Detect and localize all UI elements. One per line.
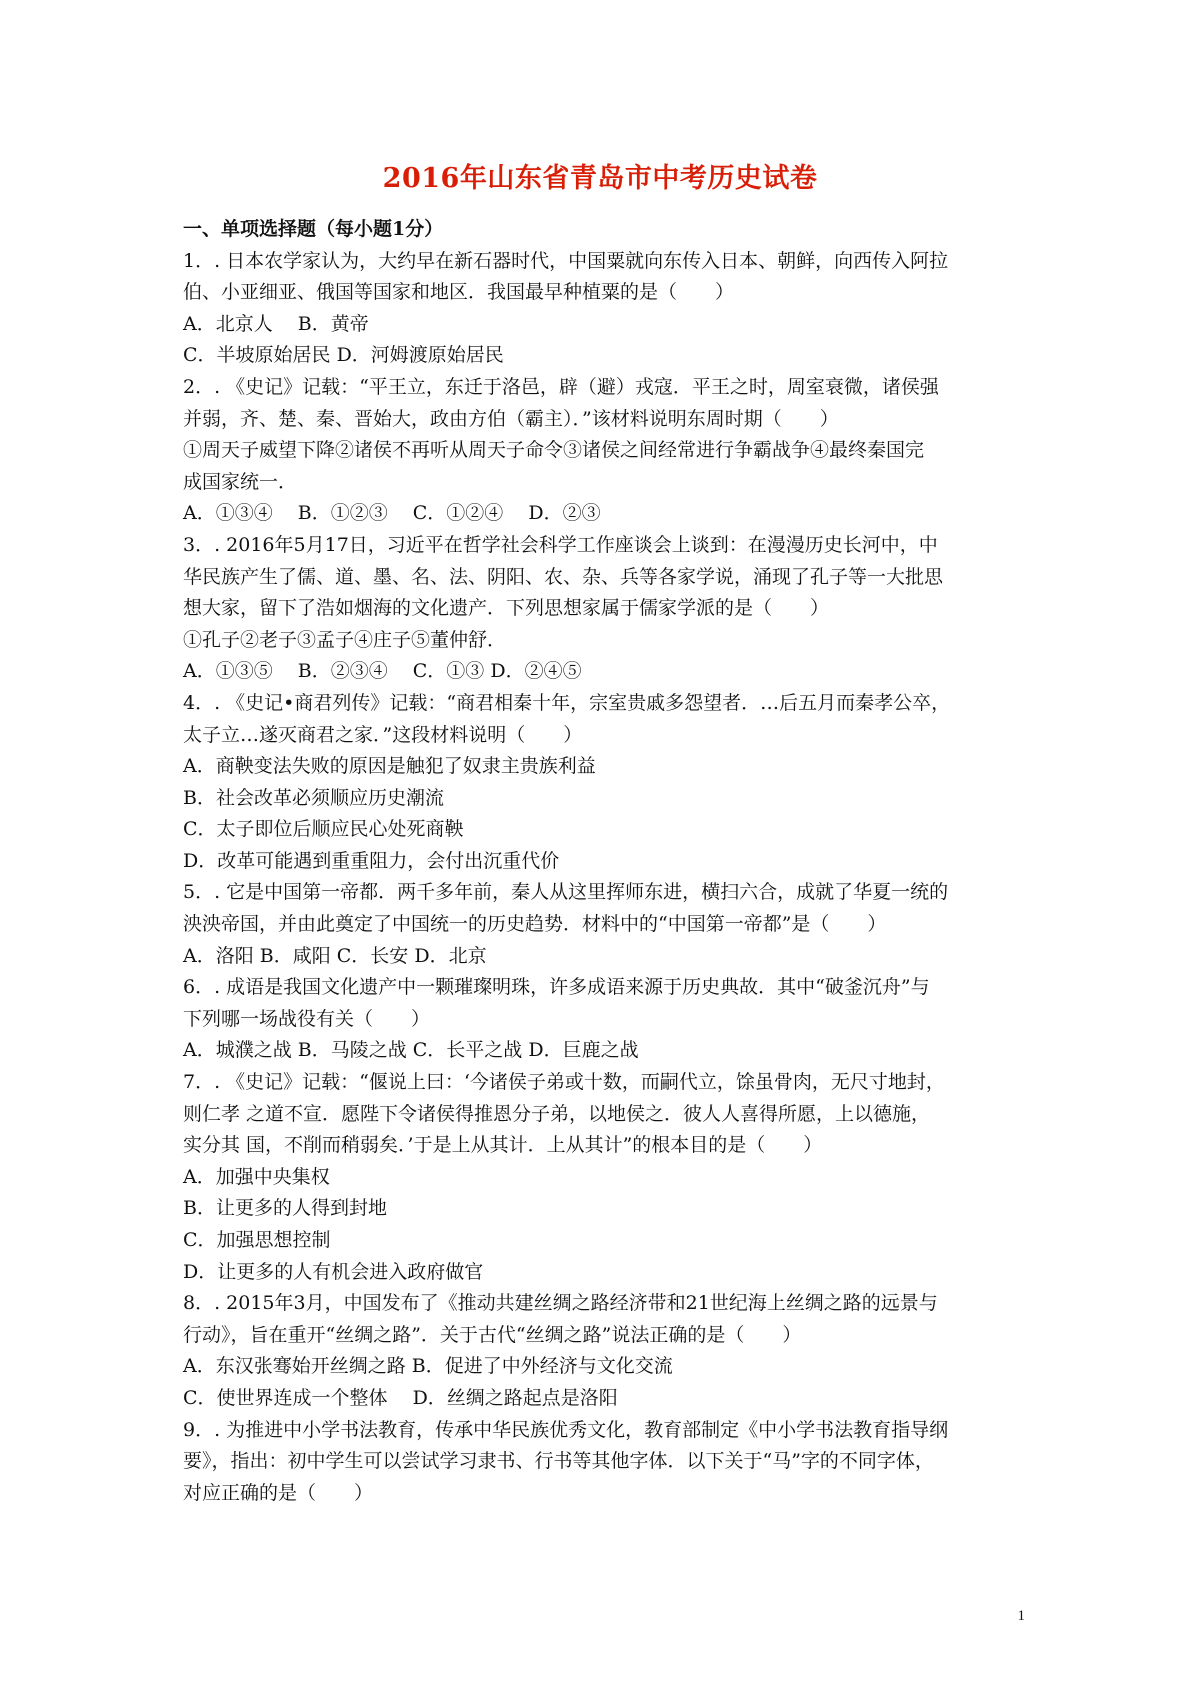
question-stem-line: 实分其 国，不削而稍弱矣．’于是上从其计．上从其计”的根本目的是（ ） [183, 1134, 823, 1157]
question-stem-line: 并弱，齐、楚、秦、晋始大，政由方伯（霸主）．”该材料说明东周时期（ ） [183, 407, 839, 430]
answer-option: B．社会改革必须顺应历史潮流 [183, 786, 444, 809]
answer-option: A．加强中央集权 [183, 1165, 330, 1188]
page-number: 1 [1017, 1608, 1025, 1624]
section-heading: 一、单项选择题（每小题1分） [183, 218, 444, 240]
answer-option: A．城濮之战 B．马陵之战 C．长平之战 D．巨鹿之战 [183, 1039, 639, 1062]
question-stem-line: 对应正确的是（ ） [183, 1481, 374, 1504]
answer-option: A．商鞅变法失败的原因是触犯了奴隶主贵族利益 [183, 755, 596, 778]
question [183, 1288, 1023, 1414]
question [183, 972, 1023, 1067]
answer-option: A．北京人 B．黄帝 [183, 312, 369, 335]
question-stem-line: 1．. 日本农学家认为，大约早在新石器时代，中国粟就向东传入日本、朝鲜，向西传入阿拉 [183, 249, 949, 272]
answer-option: D．改革可能遇到重重阻力，会付出沉重代价 [183, 849, 560, 872]
question-stem-line: 则仁孝 之道不宣．愿陛下令诸侯得推恩分子弟，以地侯之．彼人人喜得所愿，上以德施， [183, 1102, 931, 1125]
answer-option: D．让更多的人有机会进入政府做官 [183, 1260, 484, 1283]
question-stem-line: 要》，指出：初中学生可以尝试学习隶书、行书等其他字体．以下关于“马”字的不同字体， [183, 1450, 934, 1473]
question-stem-line: 下列哪一场战役有关（ ） [183, 1007, 431, 1030]
question-stem-line: 3．. 2016年5月17日，习近平在哲学社会科学工作座谈会上谈到：在漫漫历史长河中，中 [183, 533, 938, 556]
question-stem-line: 伯、小亚细亚、俄国等国家和地区．我国最早种植粟的是（ ） [183, 281, 735, 304]
question-stem-line: 想大家，留下了浩如烟海的文化遗产．下列思想家属于儒家学派的是（ ） [183, 597, 830, 620]
question [183, 1415, 1023, 1510]
question-stem-line: 9．. 为推进中小学书法教育，传承中华民族优秀文化，教育部制定《中小学书法教育指导纲 [183, 1418, 949, 1441]
answer-option: C．加强思想控制 [183, 1229, 331, 1251]
answer-option: A．①③④ B．①②③ C．①②④ D．②③ [183, 502, 601, 525]
document-title: 2016年山东省青岛市中考历史试卷 [382, 163, 818, 194]
question [183, 877, 1023, 972]
answer-option: C．使世界连成一个整体 D．丝绸之路起点是洛阳 [183, 1386, 618, 1409]
question-list [183, 246, 1023, 1510]
question-stem-line: ①周天子威望下降②诸侯不再听从周天子命令③诸侯之间经常进行争霸战争④最终秦国完 [183, 439, 925, 462]
answer-option: B．让更多的人得到封地 [183, 1197, 387, 1220]
question-stem-line: 华民族产生了儒、道、墨、名、法、阴阳、农、杂、兵等各家学说，涌现了孔子等一大批思 [183, 565, 944, 588]
question-stem-line: 5．. 它是中国第一帝都．两千多年前，秦人从这里挥师东进，横扫六合，成就了华夏一统的 [183, 881, 949, 904]
question [183, 372, 1023, 530]
question-stem-line: 4．. 《史记•商君列传》记载：“商君相秦十年，宗室贵戚多怨望者．…后五月而秦孝公卒， [183, 691, 951, 714]
question-stem-line: 2．. 《史记》记载：“平王立，东迁于洛邑，辟（避）戎寇．平王之时，周室衰微，诸侯强 [183, 375, 939, 398]
question [183, 1067, 1023, 1288]
answer-option: A．①③⑤ B．②③④ C．①③ D．②④⑤ [183, 660, 582, 683]
answer-option: C．半坡原始居民 D．河姆渡原始居民 [183, 344, 504, 367]
question-stem-line: 6．. 成语是我国文化遗产中一颗璀璨明珠，许多成语来源于历史典故．其中“破釜沉舟”与 [183, 976, 930, 999]
question-stem-line: ①孔子②老子③孟子④庄子⑤董仲舒． [183, 628, 507, 651]
answer-option: C．太子即位后顺应民心处死商鞅 [183, 818, 464, 841]
question-stem-line: 成国家统一． [183, 470, 298, 493]
question-stem-line: 泱泱帝国，并由此奠定了中国统一的历史趋势．材料中的“中国第一帝都”是（ ） [183, 913, 887, 936]
answer-option: A．洛阳 B．咸阳 C．长安 D．北京 [183, 944, 487, 967]
document-body [183, 214, 1023, 1509]
question-stem-line: 7．. 《史记》记载：“偃说上曰：‘今诸侯子弟或十数，而嗣代立，馀虽骨肉，无尺寸地封， [183, 1071, 945, 1094]
question [183, 688, 1023, 878]
question-stem-line: 行动》，旨在重开“丝绸之路”．关于古代“丝绸之路”说法正确的是（ ） [183, 1323, 802, 1346]
answer-option: A．东汉张骞始开丝绸之路 B．促进了中外经济与文化交流 [183, 1355, 673, 1378]
question [183, 246, 1023, 372]
question-stem-line: 8．. 2015年3月，中国发布了《推动共建丝绸之路经济带和21世纪海上丝绸之路的远景与 [183, 1292, 938, 1315]
question-stem-line: 太子立…遂灭商君之家．”这段材料说明（ ） [183, 723, 583, 746]
question [183, 530, 1023, 688]
